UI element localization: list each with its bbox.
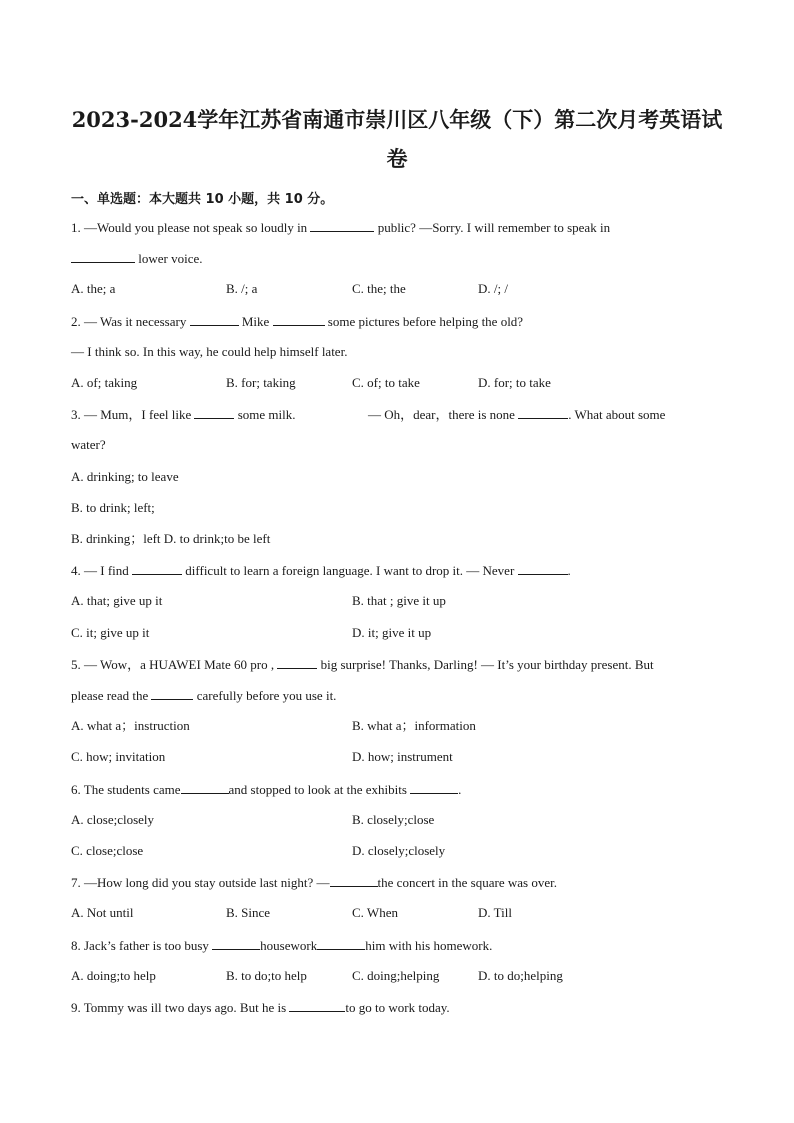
exam-title-line-1: 2023-2024学年江苏省南通市崇川区八年级（下）第二次月考英语试: [71, 107, 723, 132]
answer-blank: [151, 687, 193, 700]
question-6-option-b: B. closely;close: [352, 812, 435, 827]
answer-blank: [289, 999, 345, 1012]
answer-blank: [310, 219, 374, 232]
question-6-line-1: 6. The students came and stopped to look at the exhibits .: [71, 782, 462, 797]
question-4-option-a: A. that; give up it: [71, 593, 163, 608]
question-2-option-a: A. of; taking: [71, 375, 138, 390]
section-heading: 一、单选题：本大题共 10 小题，共 10 分。: [71, 192, 334, 207]
answer-blank: [212, 937, 260, 950]
question-2-option-b: B. for; taking: [226, 375, 296, 390]
exam-title-line-2: 卷: [386, 146, 408, 171]
question-5-option-d: D. how; instrument: [352, 749, 453, 764]
question-5-option-b: B. what a；information: [352, 718, 476, 733]
answer-blank: [410, 781, 458, 794]
question-9-line-1: 9. Tommy was ill two days ago. But he is to go to work today.: [71, 1000, 450, 1015]
question-5-line-1: 5. — Wow，a HUAWEI Mate 60 pro , big surprise! Thanks, Darling! — It’s your birthday present. But: [71, 657, 654, 672]
question-2-option-d: D. for; to take: [478, 375, 551, 390]
question-2-option-c: C. of; to take: [352, 375, 420, 390]
answer-blank: [132, 562, 182, 575]
question-1-option-c: C. the; the: [352, 281, 406, 296]
question-6-option-c: C. close;close: [71, 843, 144, 858]
question-7-line-1: 7. —How long did you stay outside last night? — the concert in the square was over.: [71, 875, 557, 890]
answer-blank: [71, 250, 135, 263]
answer-blank: [194, 406, 234, 419]
question-5-option-c: C. how; invitation: [71, 749, 166, 764]
question-6-option-d: D. closely;closely: [352, 843, 446, 858]
question-4-line-1: 4. — I find difficult to learn a foreign language. I want to drop it. — Never .: [71, 563, 571, 578]
question-4-option-d: D. it; give it up: [352, 625, 432, 640]
question-4-option-b: B. that ; give it up: [352, 593, 446, 608]
answer-blank: [330, 874, 378, 887]
question-1-line-2: lower voice.: [71, 250, 203, 267]
question-1-line-1: 1. —Would you please not speak so loudly in public? —Sorry. I will remember to speak in: [71, 220, 611, 235]
answer-blank: [273, 313, 325, 326]
question-8-option-c: C. doing;helping: [352, 968, 440, 983]
question-1-option-b: B. /; a: [226, 281, 258, 296]
question-3-option-bd: B. drinking；left D. to drink;to be left: [71, 531, 271, 546]
question-7-option-d: D. Till: [478, 905, 512, 920]
question-8-option-a: A. doing;to help: [71, 968, 156, 983]
question-1-option-d: D. /; /: [478, 281, 508, 296]
question-3-option-b: B. to drink; left;: [71, 500, 155, 515]
answer-blank: [518, 562, 568, 575]
question-4-option-c: C. it; give up it: [71, 625, 150, 640]
question-3-line-2: water?: [71, 437, 106, 452]
question-1-option-a: A. the; a: [71, 281, 116, 296]
answer-blank: [317, 937, 365, 950]
question-3-option-a: A. drinking; to leave: [71, 469, 179, 484]
question-2-line-1: 2. — Was it necessary Mike some pictures before helping the old?: [71, 314, 524, 329]
answer-blank: [190, 313, 239, 326]
question-3-line-1: 3. — Mum，I feel like some milk.: [71, 407, 296, 422]
question-5-option-a: A. what a；instruction: [71, 718, 190, 733]
answer-blank: [277, 656, 317, 669]
question-7-option-c: C. When: [352, 905, 398, 920]
answer-blank: [181, 781, 229, 794]
question-8-line-1: 8. Jack’s father is too busy housework him with his homework.: [71, 938, 493, 953]
question-2-line-2: — I think so. In this way, he could help himself later.: [71, 344, 348, 359]
question-5-line-2: please read the carefully before you use it.: [71, 688, 337, 703]
question-6-option-a: A. close;closely: [71, 812, 155, 827]
question-7-option-b: B. Since: [226, 905, 271, 920]
question-7-option-a: A. Not until: [71, 905, 134, 920]
question-3-line-1-reply: — Oh，dear，there is none . What about some: [368, 407, 666, 422]
question-8-option-d: D. to do;helping: [478, 968, 563, 983]
answer-blank: [518, 406, 568, 419]
question-8-option-b: B. to do;to help: [226, 968, 307, 983]
